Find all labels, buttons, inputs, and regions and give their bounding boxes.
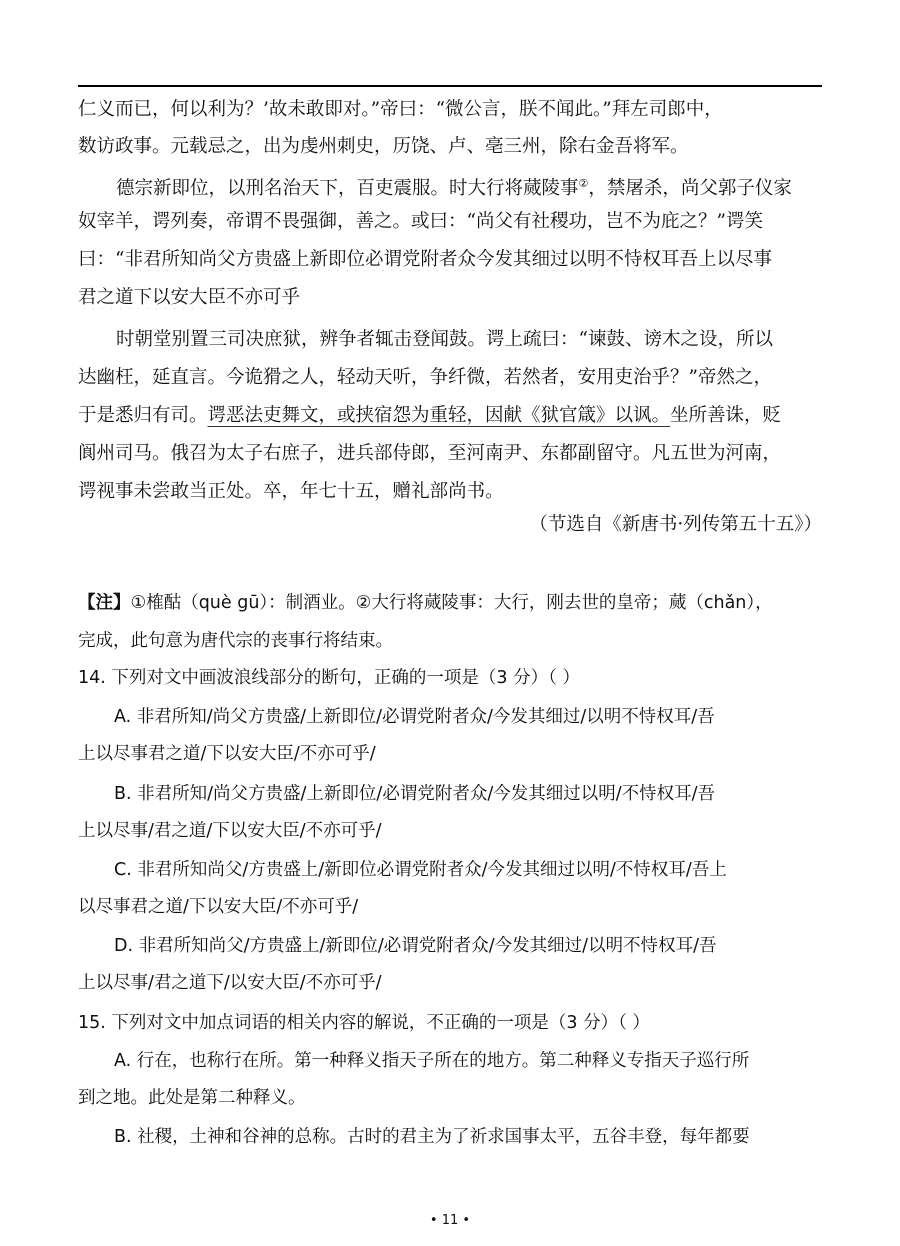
option-b: B. 社稷，土神和谷神的总称。古时的君主为了祈求国事太平，五谷丰登，每年都要 (114, 1127, 750, 1147)
passage-line: 德宗新即位，以刑名治天下，百吏震服。时大行将蒇陵事②，禁屠杀，尚父郭子仪家 (116, 177, 792, 200)
passage-line: 于是悉归有司。谔恶法吏舞文，或挟宿怨为重轻，因献《狱官箴》以讽。坐所善诛，贬 (78, 405, 782, 426)
wavy-underlined-text: 非君所知尚父方贵盛上新即位必谓党附者众今发其细过以明不恃权耳吾上以尽事 (124, 249, 772, 270)
passage-line: 仁义而已，何以利为？’故未敢即对。”帝曰：“微公言，朕不闻此。”拜左司郎中， (78, 99, 723, 120)
emphasis-dot-char: 社 (531, 211, 550, 232)
passage-line: 数访政事。元载忌之，出为虔州刺史，历饶、卢、亳三州，除右金吾将军。 (78, 136, 689, 157)
passage-line: 谔视事未尝敢当正处。卒，年七十五，赠礼部尚书。 (78, 481, 504, 502)
emphasis-dot-char: 部 (429, 481, 449, 502)
emphasis-dot-char: 事 (115, 481, 134, 502)
footnote-marker: ② (578, 177, 589, 190)
option-b: B. 非君所知/尚父方贵盛/上新即位/必谓党附者众/今发其细过以明/不恃权耳/吾 (114, 784, 716, 804)
note-line: 【注】①榷酤（què gū）：制酒业。②大行将蒇陵事：大行，刚去世的皇帝；蒇（chǎn）， (78, 593, 773, 613)
emphasis-dot-char: 礼 (411, 481, 430, 502)
passage-line: 时朝堂别置三司决庶狱，辨争者辄击登闻鼓。谔上疏曰：“谏鼓、谤木之设，所以 (116, 329, 773, 350)
option-d-cont: 上以尽事/君之道下/以安大臣/不亦可乎/ (78, 973, 382, 993)
emphasis-dot-char: 稷 (549, 211, 569, 232)
option-c-cont: 以尽事君之道/下以安大臣/不亦可乎/ (78, 897, 359, 917)
option-a: A. 行在，也称行在所。第一种释义指天子所在的地方。第二种释义专指天子巡行所 (114, 1051, 750, 1071)
passage-line: 达幽枉，延直言。今诡猾之人，轻动天听，争纤微，若然者，安用吏治乎？”帝然之， (78, 367, 772, 388)
passage-line: 曰：“非君所知尚父方贵盛上新即位必谓党附者众今发其细过以明不恃权耳吾上以尽事 (78, 249, 772, 270)
underlined-text: 谔恶法吏舞文，或挟宿怨为重轻，因献《狱官箴》以讽。 (207, 405, 671, 426)
wavy-underlined-text: 君之道下以安大臣不亦可乎 (78, 287, 301, 308)
passage-line (78, 287, 824, 309)
option-d: D. 非君所知尚父/方贵盛上/新即位/必谓党附者众/今发其细过/以明不恃权耳/吾 (114, 936, 717, 956)
option-a-cont: 上以尽事君之道/下以安大臣/不亦可乎/ (78, 744, 376, 764)
note-heading: 【注】 (78, 593, 131, 613)
source-citation: （节选自《新唐书·列传第五十五》） (529, 514, 822, 535)
option-a: A. 非君所知/尚父方贵盛/上新即位/必谓党附者众/今发其细过/以明不恃权耳/吾 (114, 707, 715, 727)
question-14-stem: 14. 下列对文中画波浪线部分的断句，正确的一项是（3 分）（ ） (78, 668, 580, 688)
option-a-cont: 到之地。此处是第二种释义。 (78, 1088, 306, 1108)
passage-line: 阆州司马。俄召为太子右庶子，进兵部侍郎，至河南尹、东都副留守。凡五世为河南， (78, 443, 782, 464)
passage-line: 奴宰羊，谔列奏，帝谓不畏强御，善之。或曰：“尚父有社稷功，岂不为庇之？”谔笑 (78, 211, 763, 232)
emphasis-dot-char: 视 (96, 481, 116, 502)
option-b-cont: 上以尽事/君之道/下以安大臣/不亦可乎/ (78, 821, 382, 841)
option-c: C. 非君所知尚父/方贵盛上/新即位必谓党附者众/今发其细过以明/不恃权耳/吾上 (114, 860, 727, 880)
note-line: 完成，此句意为唐代宗的丧事行将结束。 (78, 631, 393, 651)
top-rule (78, 85, 822, 87)
page-number: • 11 • (429, 1213, 471, 1228)
question-15-stem: 15. 下列对文中加点词语的相关内容的解说，不正确的一项是（3 分）（ ） (78, 1013, 650, 1033)
